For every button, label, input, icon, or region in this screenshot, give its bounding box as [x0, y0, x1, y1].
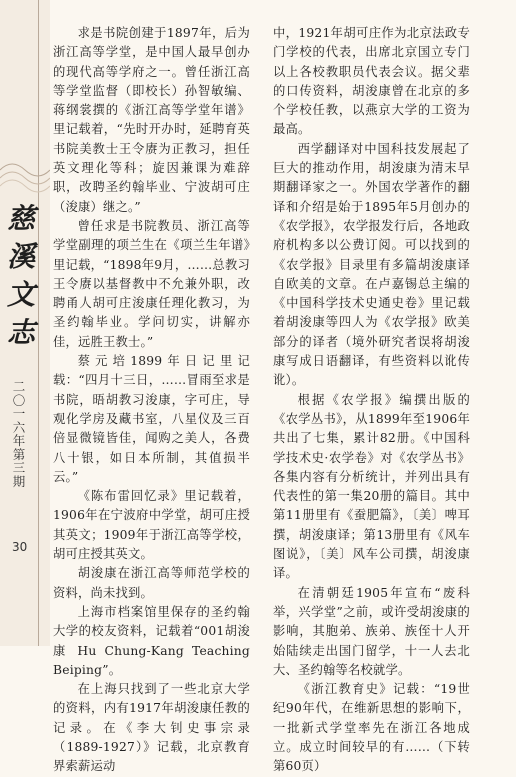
sidebar [0, 0, 50, 646]
right-column [273, 24, 470, 774]
sidebar-rule [38, 0, 39, 646]
paragraph: 上海市档案馆里保存的圣约翰大学的校友资料，记载着“001胡浚康 Hu Chung-Kang Teaching Beiping”。 [53, 604, 250, 677]
paragraph: 蔡元培1899年日记里记载：“四月十三日，……冒雨至求是书院，晤胡教习浚康，字可庄，导观化学房及藏书室，八星仪及三百倍显微镜皆佳，闻购之美人，各费八十银，如日本所制，其值损半云。” [53, 354, 250, 484]
paragraph: 西学翻译对中国科技发展起了巨大的推动作用，胡浚康为清末早期翻译家之一。外国农学著作的翻译和介绍是始于1895年5月创办的《农学报》，农学报发行后，各地政府机构多以公费订阅。可以找到的《农学报》目录里有多篇胡浚康译自欧美的文章。在卢嘉锡总主编的《中国科学技术史通史卷》里记载着胡浚康等四人为《农学报》欧美部分的译者（境外研究者误将胡浚康写成日语翻译，有些资料以讹传讹）。 [273, 141, 470, 388]
paragraph: 在上海只找到了一些北京大学的资料，内有1917年胡浚康任教的记录。在《李大钊史事宗录（1889-1927）》记载，北京教育界索薪运动 [53, 682, 250, 774]
paragraph: 中，1921年胡可庄作为北京法政专门学校的代表，出席北京国立专门以上各校教职员代表会议。据父辈的口传资料，胡浚康曾在北京的多个学校任教，以燕京大学的工资为最高。 [273, 26, 470, 137]
paragraph: 曾任求是书院教员、浙江高等学堂副理的项兰生在《项兰生年谱》里记载，“1898年9月，……总教习王令赓以基督教中不允兼外职，改聘甬人胡可庄浚康任理化教习，为圣约翰毕业。学问切实，讲解亦佳，远胜王教士。” [53, 218, 250, 349]
left-column [53, 24, 250, 774]
paragraph: 《陈布雷回忆录》里记载着，1906年在宁波府中学堂，胡可庄授其英文；1909年于浙江高等学校，胡可庄授其英文。 [53, 489, 250, 562]
issue-label: 二〇一六年第三期 [12, 379, 26, 489]
paragraph: 根据《农学报》编撰出版的《农学丛书》，从1899年至1906年共出了七集，累计82册。《中国科学技术史·农学卷》对《农学丛书》各集内容有分析统计，并列出具有代表性的第一集20册的篇目。其中第11册里有《蚕肥篇》，〔美〕啤耳撰，胡浚康译；第13册里有《风车图说》，〔美〕风车公司撰，胡浚康译。 [273, 392, 470, 581]
decorative-wave-icon [0, 150, 50, 200]
paragraph: 求是书院创建于1897年，后为浙江高等学堂，是中国人最早创办的现代高等学府之一。曾任浙江高等学堂监督（即校长）孙智敏编、蒋纲裳撰的《浙江高等学堂年谱》里记载着，“先时开办时，延聘育英书院美教士王令赓为正教习，担任英文理化等科；旋因兼课为难辞职，改聘圣约翰毕业、宁波胡可庄（浚康）继之。” [53, 26, 250, 214]
paragraph: 在清朝廷1905年宣布“废科举，兴学堂”之前，或许受胡浚康的影响，其胞弟、族弟、族侄十人开始陆续走出国门留学，十一人去北大、圣约翰等名校就学。 [273, 585, 470, 677]
page-number: 30 [12, 540, 28, 554]
paragraph: 《浙江教育史》记载：“19世纪90年代，在维新思想的影响下，一批新式学堂率先在浙江各地成立。成立时间较早的有……（下转第60页） [273, 682, 470, 774]
paragraph: 胡浚康在浙江高等师范学校的资料，尚未找到。 [53, 566, 250, 600]
magazine-title: 慈溪文志 [6, 202, 35, 349]
